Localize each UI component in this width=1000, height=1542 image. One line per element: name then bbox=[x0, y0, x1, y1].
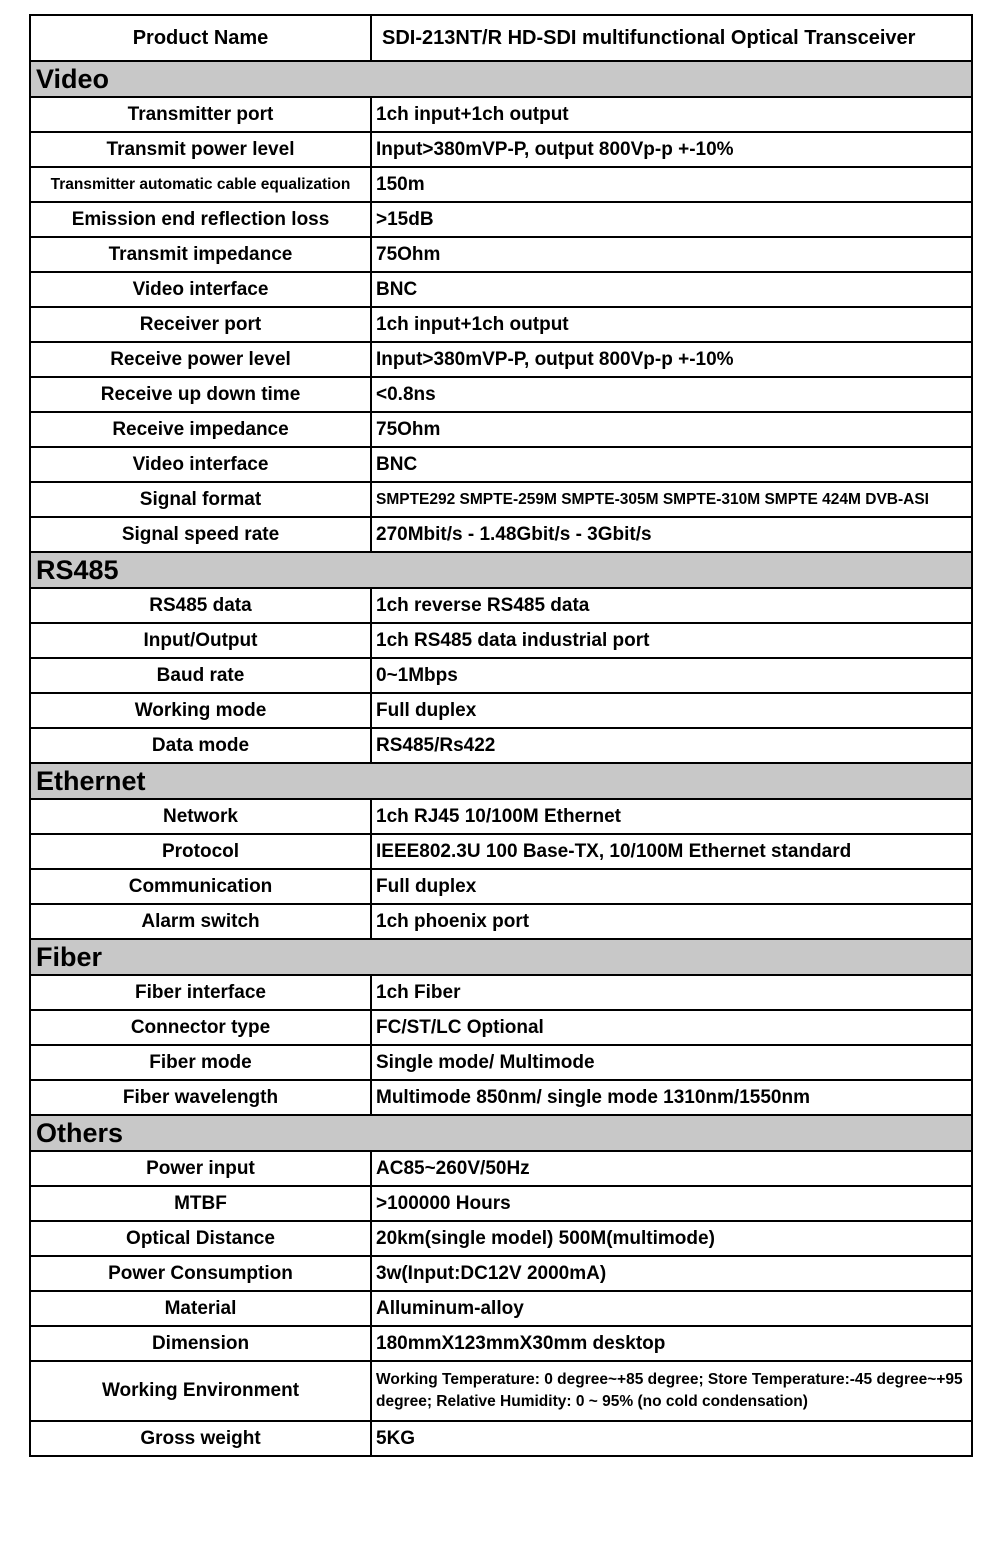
spec-row bbox=[30, 1291, 972, 1326]
spec-label: Receive impedance bbox=[30, 412, 371, 447]
spec-label: Alarm switch bbox=[30, 904, 371, 939]
spec-row bbox=[30, 132, 972, 167]
spec-label: Transmit impedance bbox=[30, 237, 371, 272]
spec-value: 1ch input+1ch output bbox=[371, 307, 972, 342]
product-name-label: Product Name bbox=[30, 15, 371, 61]
spec-value: 1ch reverse RS485 data bbox=[371, 588, 972, 623]
spec-value: 270Mbit/s - 1.48Gbit/s - 3Gbit/s bbox=[371, 517, 972, 552]
spec-value: BNC bbox=[371, 447, 972, 482]
spec-label: Power Consumption bbox=[30, 1256, 371, 1291]
spec-label: Communication bbox=[30, 869, 371, 904]
spec-row bbox=[30, 1151, 972, 1186]
spec-label: Receive up down time bbox=[30, 377, 371, 412]
spec-row bbox=[30, 447, 972, 482]
spec-row bbox=[30, 1326, 972, 1361]
spec-row bbox=[30, 482, 972, 517]
spec-value: 75Ohm bbox=[371, 237, 972, 272]
section-header-row bbox=[30, 1115, 972, 1151]
spec-row bbox=[30, 342, 972, 377]
spec-row bbox=[30, 1080, 972, 1115]
spec-value: 150m bbox=[371, 167, 972, 202]
spec-value: 1ch Fiber bbox=[371, 975, 972, 1010]
spec-value: >100000 Hours bbox=[371, 1186, 972, 1221]
spec-row bbox=[30, 693, 972, 728]
section-title: Video bbox=[30, 61, 972, 97]
spec-label: Fiber mode bbox=[30, 1045, 371, 1080]
spec-label: Emission end reflection loss bbox=[30, 202, 371, 237]
spec-label: Fiber wavelength bbox=[30, 1080, 371, 1115]
spec-row bbox=[30, 869, 972, 904]
spec-label: MTBF bbox=[30, 1186, 371, 1221]
section-header-row bbox=[30, 61, 972, 97]
section-header-row bbox=[30, 763, 972, 799]
spec-value: >15dB bbox=[371, 202, 972, 237]
spec-label: Receiver port bbox=[30, 307, 371, 342]
spec-row bbox=[30, 272, 972, 307]
spec-label: Gross weight bbox=[30, 1421, 371, 1456]
spec-value: BNC bbox=[371, 272, 972, 307]
spec-label: Receive power level bbox=[30, 342, 371, 377]
spec-row bbox=[30, 1045, 972, 1080]
spec-label: Signal speed rate bbox=[30, 517, 371, 552]
spec-value: 1ch phoenix port bbox=[371, 904, 972, 939]
spec-value: SMPTE292 SMPTE-259M SMPTE-305M SMPTE-310M SMPTE 424M DVB-ASI bbox=[371, 482, 972, 517]
spec-value: 1ch input+1ch output bbox=[371, 97, 972, 132]
section-title: RS485 bbox=[30, 552, 972, 588]
spec-row bbox=[30, 588, 972, 623]
spec-label: Transmitter automatic cable equalization bbox=[30, 167, 371, 202]
spec-value: Single mode/ Multimode bbox=[371, 1045, 972, 1080]
spec-value: 3w(Input:DC12V 2000mA) bbox=[371, 1256, 972, 1291]
spec-label: Connector type bbox=[30, 1010, 371, 1045]
spec-row bbox=[30, 1256, 972, 1291]
spec-row bbox=[30, 517, 972, 552]
spec-label: Protocol bbox=[30, 834, 371, 869]
section-header-row bbox=[30, 939, 972, 975]
spec-value: Alluminum-alloy bbox=[371, 1291, 972, 1326]
spec-value: FC/ST/LC Optional bbox=[371, 1010, 972, 1045]
spec-label: Video interface bbox=[30, 272, 371, 307]
spec-value: Full duplex bbox=[371, 869, 972, 904]
spec-value: 5KG bbox=[371, 1421, 972, 1456]
spec-label: Input/Output bbox=[30, 623, 371, 658]
spec-value: Working Temperature: 0 degree~+85 degree; Store Temperature:-45 degree~+95 degree; Relative Humidity: 0 ~ 95% (no cold condensation) bbox=[371, 1361, 972, 1421]
spec-label: Working mode bbox=[30, 693, 371, 728]
section-title: Others bbox=[30, 1115, 972, 1151]
spec-row bbox=[30, 412, 972, 447]
spec-value: AC85~260V/50Hz bbox=[371, 1151, 972, 1186]
spec-label: Baud rate bbox=[30, 658, 371, 693]
spec-row bbox=[30, 1421, 972, 1456]
spec-row bbox=[30, 975, 972, 1010]
spec-label: Material bbox=[30, 1291, 371, 1326]
spec-table-body bbox=[30, 15, 972, 1456]
spec-value: Multimode 850nm/ single mode 1310nm/1550nm bbox=[371, 1080, 972, 1115]
section-header-row bbox=[30, 552, 972, 588]
spec-value: 20km(single model) 500M(multimode) bbox=[371, 1221, 972, 1256]
spec-row bbox=[30, 377, 972, 412]
spec-value: Input>380mVP-P, output 800Vp-p +-10% bbox=[371, 132, 972, 167]
spec-row bbox=[30, 1010, 972, 1045]
spec-row bbox=[30, 658, 972, 693]
section-title: Fiber bbox=[30, 939, 972, 975]
spec-table bbox=[29, 14, 973, 1457]
spec-label: Transmitter port bbox=[30, 97, 371, 132]
spec-row bbox=[30, 97, 972, 132]
product-name-row bbox=[30, 15, 972, 61]
spec-value: 180mmX123mmX30mm desktop bbox=[371, 1326, 972, 1361]
spec-row bbox=[30, 799, 972, 834]
spec-label: Network bbox=[30, 799, 371, 834]
spec-label: Signal format bbox=[30, 482, 371, 517]
spec-row bbox=[30, 307, 972, 342]
spec-label: Power input bbox=[30, 1151, 371, 1186]
spec-row bbox=[30, 1361, 972, 1421]
spec-value: RS485/Rs422 bbox=[371, 728, 972, 763]
spec-value: IEEE802.3U 100 Base-TX, 10/100M Ethernet standard bbox=[371, 834, 972, 869]
spec-label: Transmit power level bbox=[30, 132, 371, 167]
spec-value: 75Ohm bbox=[371, 412, 972, 447]
spec-row bbox=[30, 834, 972, 869]
spec-row bbox=[30, 904, 972, 939]
section-title: Ethernet bbox=[30, 763, 972, 799]
spec-row bbox=[30, 1186, 972, 1221]
spec-value: 1ch RJ45 10/100M Ethernet bbox=[371, 799, 972, 834]
spec-value: 0~1Mbps bbox=[371, 658, 972, 693]
spec-value: 1ch RS485 data industrial port bbox=[371, 623, 972, 658]
spec-row bbox=[30, 237, 972, 272]
spec-row bbox=[30, 728, 972, 763]
spec-label: RS485 data bbox=[30, 588, 371, 623]
product-name-value: SDI-213NT/R HD-SDI multifunctional Optical Transceiver bbox=[371, 15, 972, 61]
spec-label: Optical Distance bbox=[30, 1221, 371, 1256]
spec-value: <0.8ns bbox=[371, 377, 972, 412]
spec-row bbox=[30, 623, 972, 658]
spec-row bbox=[30, 167, 972, 202]
spec-label: Data mode bbox=[30, 728, 371, 763]
spec-label: Video interface bbox=[30, 447, 371, 482]
spec-row bbox=[30, 202, 972, 237]
spec-value: Input>380mVP-P, output 800Vp-p +-10% bbox=[371, 342, 972, 377]
spec-label: Fiber interface bbox=[30, 975, 371, 1010]
spec-label: Working Environment bbox=[30, 1361, 371, 1421]
spec-value: Full duplex bbox=[371, 693, 972, 728]
spec-row bbox=[30, 1221, 972, 1256]
spec-label: Dimension bbox=[30, 1326, 371, 1361]
